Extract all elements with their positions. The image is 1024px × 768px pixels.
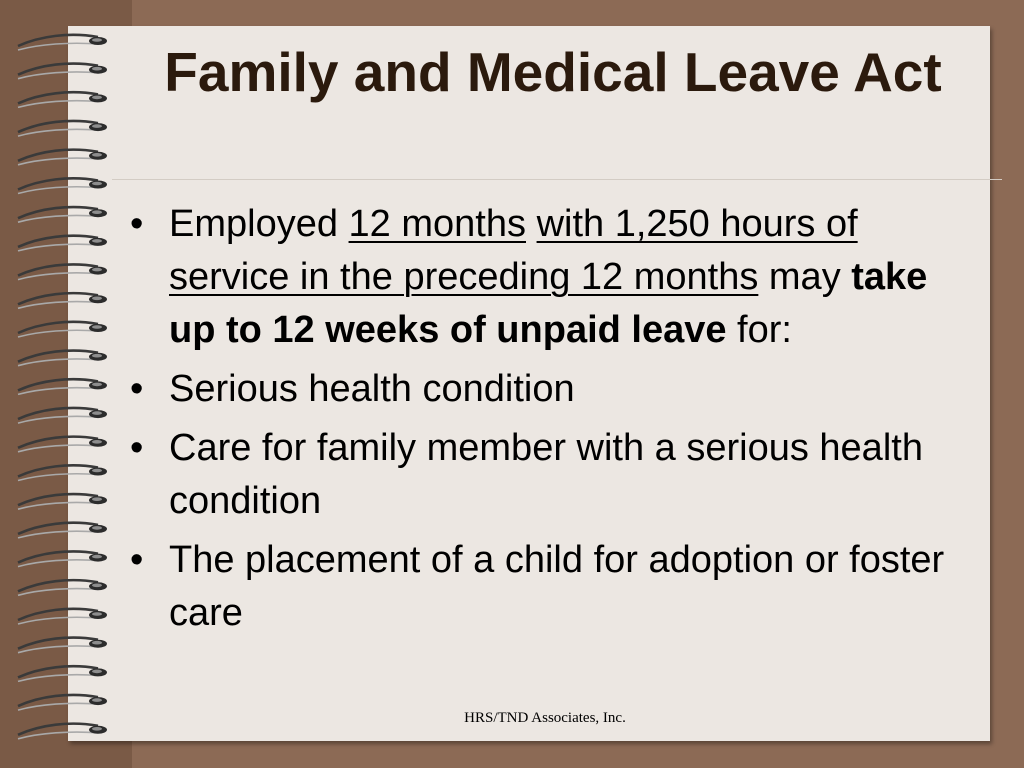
spiral-ring [18, 523, 107, 538]
bullet-text: Care for family member with a serious health condition [169, 427, 923, 522]
bullet-dot: • [130, 368, 144, 410]
spiral-ring [18, 695, 107, 710]
bullet-prefix: Employed [169, 203, 349, 245]
spiral-binding-icon [0, 0, 140, 768]
title-divider [112, 179, 1002, 180]
bullet-suffix: for: [726, 309, 792, 351]
spiral-ring [18, 638, 107, 653]
bullet-item-adoption [124, 534, 974, 640]
bullet-list [124, 198, 974, 646]
spiral-ring [18, 178, 107, 193]
bullet-item-serious-health [124, 363, 974, 416]
spiral-ring [18, 236, 107, 251]
spiral-ring [18, 408, 107, 423]
spiral-ring [18, 580, 107, 595]
underlined-term-months: 12 months [348, 203, 526, 245]
spiral-ring [18, 293, 107, 308]
bullet-mid: may [758, 256, 852, 298]
footer-credit: HRS/TND Associates, Inc. [464, 710, 626, 726]
spiral-ring [18, 64, 107, 79]
spiral-ring [18, 666, 107, 681]
spiral-ring [18, 264, 107, 279]
spiral-ring [18, 551, 107, 566]
spiral-ring [18, 35, 107, 50]
bullet-dot: • [130, 203, 144, 245]
spiral-ring [18, 609, 107, 624]
spiral-ring [18, 150, 107, 165]
bullet-dot: • [130, 539, 144, 581]
bullet-item-family-care [124, 422, 974, 528]
bullet-text: The placement of a child for adoption or foster care [169, 539, 945, 634]
bullet-dot: • [130, 427, 144, 469]
spiral-ring [18, 379, 107, 394]
bullet-text: Serious health condition [169, 368, 575, 410]
spiral-ring [18, 437, 107, 452]
spiral-ring [18, 322, 107, 337]
underlined-term-hours: with 1,250 hours of service in the preceding 12 months [169, 203, 858, 298]
spiral-ring [18, 207, 107, 222]
spiral-ring [18, 465, 107, 480]
spiral-ring [18, 121, 107, 136]
bold-term-leave: take up to 12 weeks of unpaid leave [169, 256, 928, 351]
spiral-ring [18, 351, 107, 366]
bullet-item-employed [124, 198, 974, 357]
slide-title: Family and Medical Leave Act [164, 41, 942, 103]
spiral-ring [18, 92, 107, 107]
spiral-ring [18, 494, 107, 509]
